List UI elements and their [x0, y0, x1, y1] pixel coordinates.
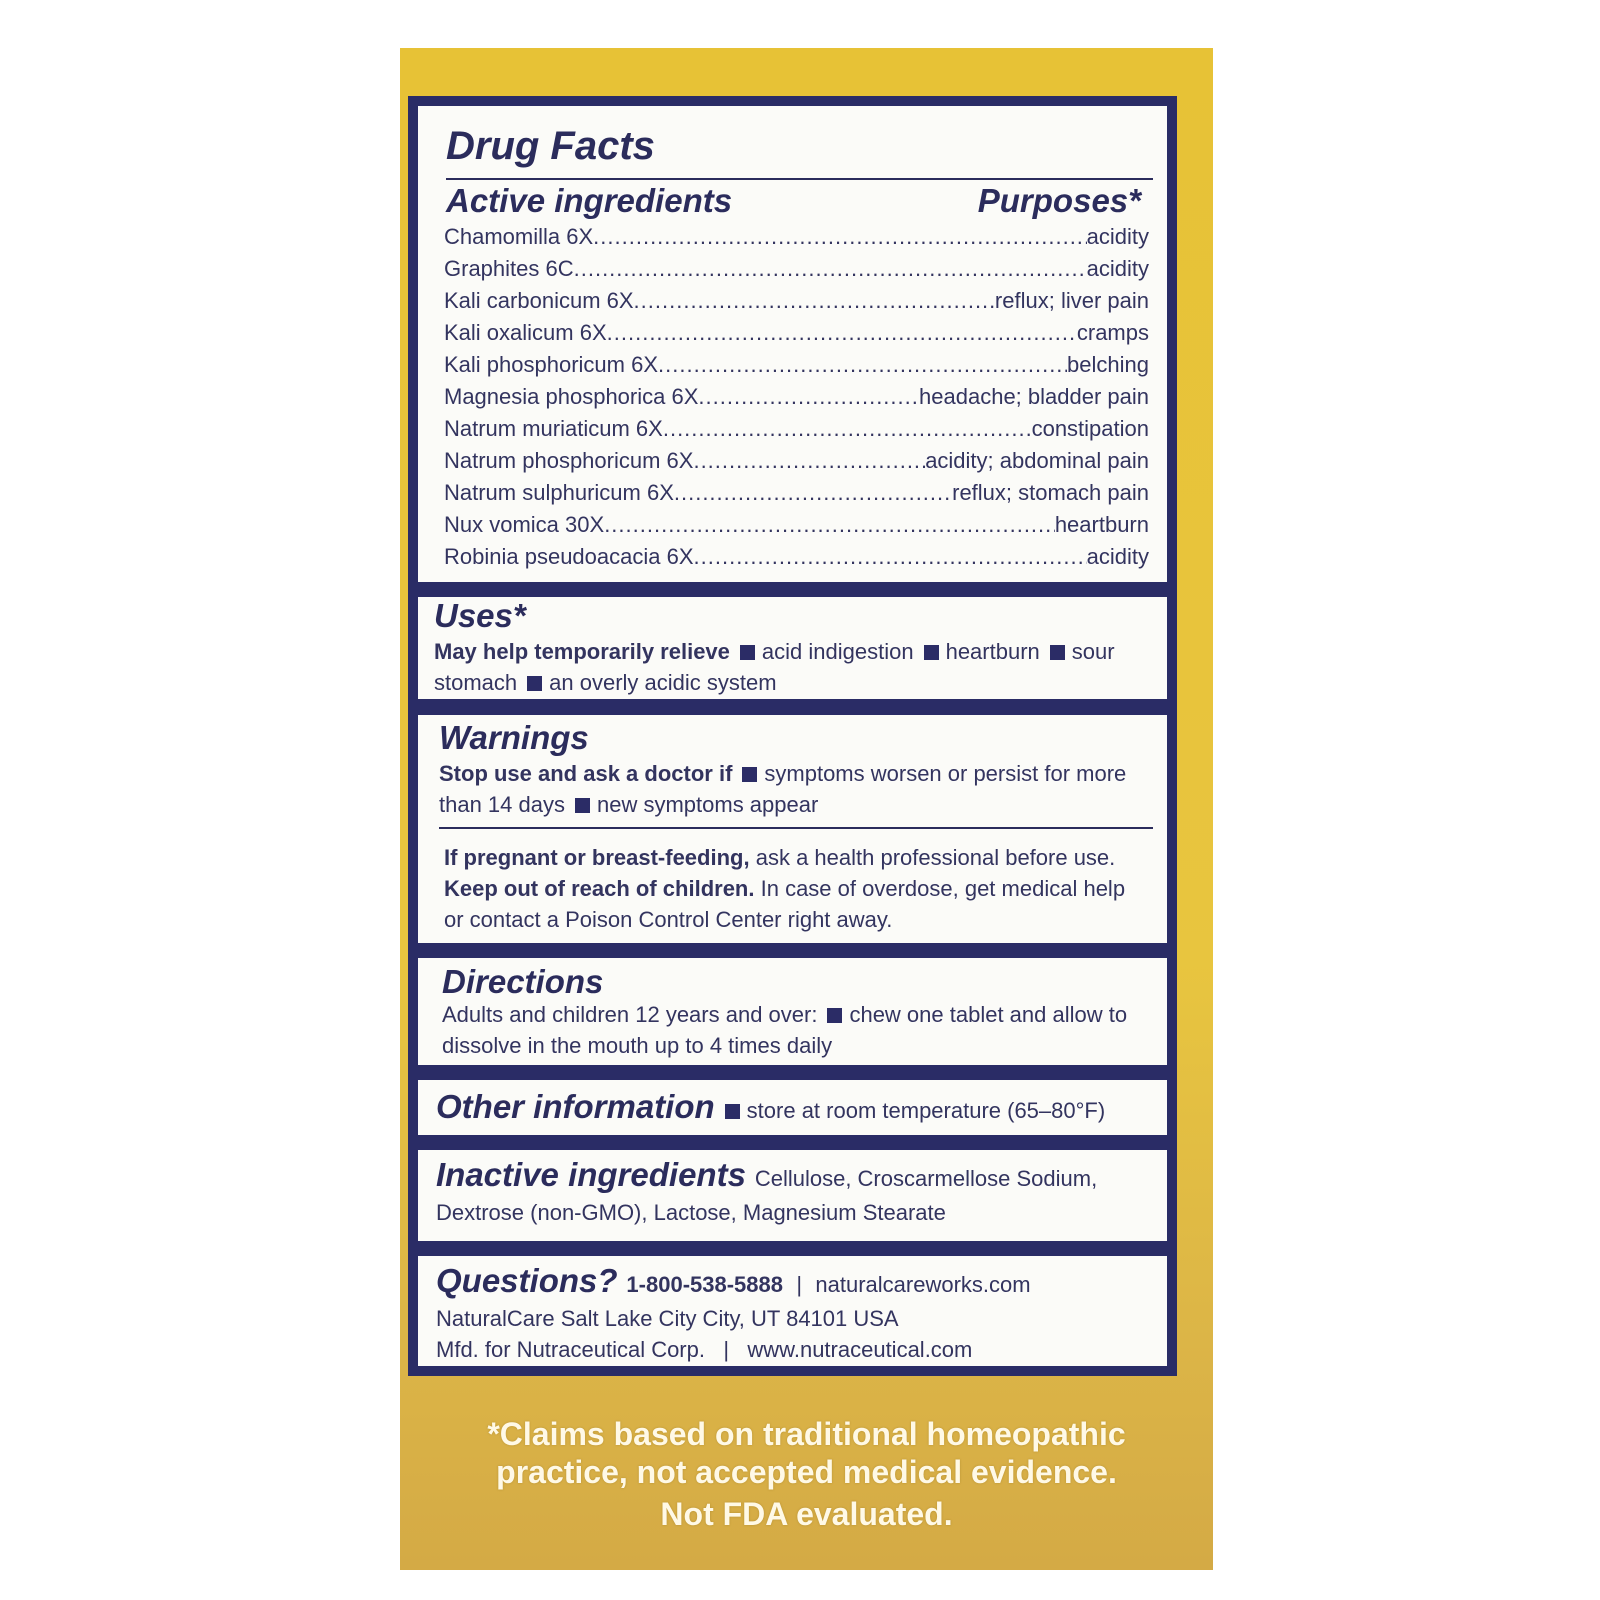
ingredient-row: Chamomilla 6X ..... acidity — [444, 224, 1149, 254]
website-link: naturalcareworks.com — [815, 1272, 1031, 1297]
warnings-children: Keep out of reach of children. In case of overdose, get medical help — [444, 876, 1126, 901]
warnings-divider — [439, 827, 1153, 829]
active-ingredients-header: Active ingredients — [446, 182, 733, 219]
inactive-line-1: Inactive ingredients Cellulose, Croscarmellose Sodium, — [436, 1156, 1098, 1193]
questions-title: Questions? — [436, 1262, 618, 1299]
uses-item: an overly acidic system — [549, 670, 777, 695]
inactive-title: Inactive ingredients — [436, 1156, 746, 1193]
warnings-pregnant: If pregnant or breast-feeding, ask a health professional before use. — [444, 845, 1116, 870]
bullet-icon — [742, 767, 757, 782]
ingredient-row: Magnesia phosphorica 6X ..... headache; bladder pain — [444, 384, 1149, 414]
title-rule — [446, 178, 1153, 180]
bullet-icon — [827, 1008, 842, 1023]
directions-panel — [408, 948, 1177, 1075]
directions-line-2: dissolve in the mouth up to 4 times daily — [442, 1033, 833, 1058]
uses-line-2 — [434, 670, 777, 696]
inactive-panel — [408, 1140, 1177, 1251]
uses-title: Uses* — [434, 597, 526, 634]
ingredient-row: Robinia pseudoacacia 6X ..... acidity — [444, 544, 1149, 574]
bullet-icon — [740, 645, 755, 660]
warnings-panel — [408, 705, 1177, 953]
other-info-title: Other information — [436, 1088, 715, 1125]
ingredient-row: Natrum muriaticum 6X ..... constipation — [444, 416, 1149, 446]
ingredient-row: Kali phosphoricum 6X ..... belching — [444, 352, 1149, 382]
ingredient-row: Nux vomica 30X ..... heartburn — [444, 512, 1149, 542]
bullet-icon — [1050, 645, 1065, 660]
claims-line-3: Not FDA evaluated. — [660, 1496, 953, 1532]
warnings-title: Warnings — [439, 719, 589, 756]
bullet-icon — [527, 676, 542, 691]
uses-panel — [408, 587, 1177, 709]
ingredient-row: Natrum sulphuricum 6X ..... reflux; stomach pain — [444, 480, 1149, 510]
uses-item: stomach — [434, 670, 518, 695]
warnings-stop-line-2: than 14 days new symptoms appear — [439, 792, 819, 817]
warnings-children-2: or contact a Poison Control Center right away. — [444, 907, 893, 932]
uses-lead: May help temporarily relieve — [434, 639, 730, 664]
questions-mfd: Mfd. for Nutraceutical Corp. | www.nutraceutical.com — [436, 1337, 973, 1362]
directions-title: Directions — [442, 963, 604, 1000]
bullet-icon — [575, 798, 590, 813]
claims-line-2: practice, not accepted medical evidence. — [496, 1454, 1117, 1490]
bullet-icon — [725, 1104, 740, 1119]
warnings-stop-line-1: Stop use and ask a doctor if symptoms worsen or persist for more — [439, 761, 1127, 786]
claims-line-1: *Claims based on traditional homeopathic — [487, 1416, 1126, 1452]
ingredient-row: Kali carbonicum 6X ..... reflux; liver pain — [444, 288, 1149, 318]
uses-item: sour — [1071, 639, 1115, 664]
other-info-panel — [408, 1070, 1177, 1145]
questions-address: NaturalCare Salt Lake City City, UT 84101 USA — [436, 1306, 899, 1331]
other-info-line: Other information store at room temperature (65–80°F) — [436, 1088, 1106, 1125]
inactive-line-2: Dextrose (non-GMO), Lactose, Magnesium Stearate — [436, 1200, 946, 1225]
uses-item: acid indigestion — [761, 639, 914, 664]
ingredient-row: Natrum phosphoricum 6X ..... acidity; abdominal pain — [444, 448, 1149, 478]
drug-facts-panel — [408, 96, 1177, 592]
purposes-header: Purposes* — [977, 182, 1141, 219]
drug-facts-title: Drug Facts — [446, 124, 655, 168]
uses-item: heartburn — [945, 639, 1040, 664]
questions-panel — [408, 1246, 1177, 1376]
bullet-icon — [924, 645, 939, 660]
uses-line-1 — [434, 639, 1115, 665]
phone-number: 1-800-538-5888 — [626, 1272, 783, 1297]
ingredient-row: Graphites 6C ..... acidity — [444, 256, 1149, 286]
questions-line-1: Questions? 1-800-538-5888 | naturalcareworks.com — [436, 1262, 1031, 1299]
ingredient-row: Kali oxalicum 6X ..... cramps — [444, 320, 1149, 350]
directions-line-1: Adults and children 12 years and over: chew one tablet and allow to — [442, 1002, 1128, 1027]
website-link-2: www.nutraceutical.com — [747, 1337, 973, 1362]
